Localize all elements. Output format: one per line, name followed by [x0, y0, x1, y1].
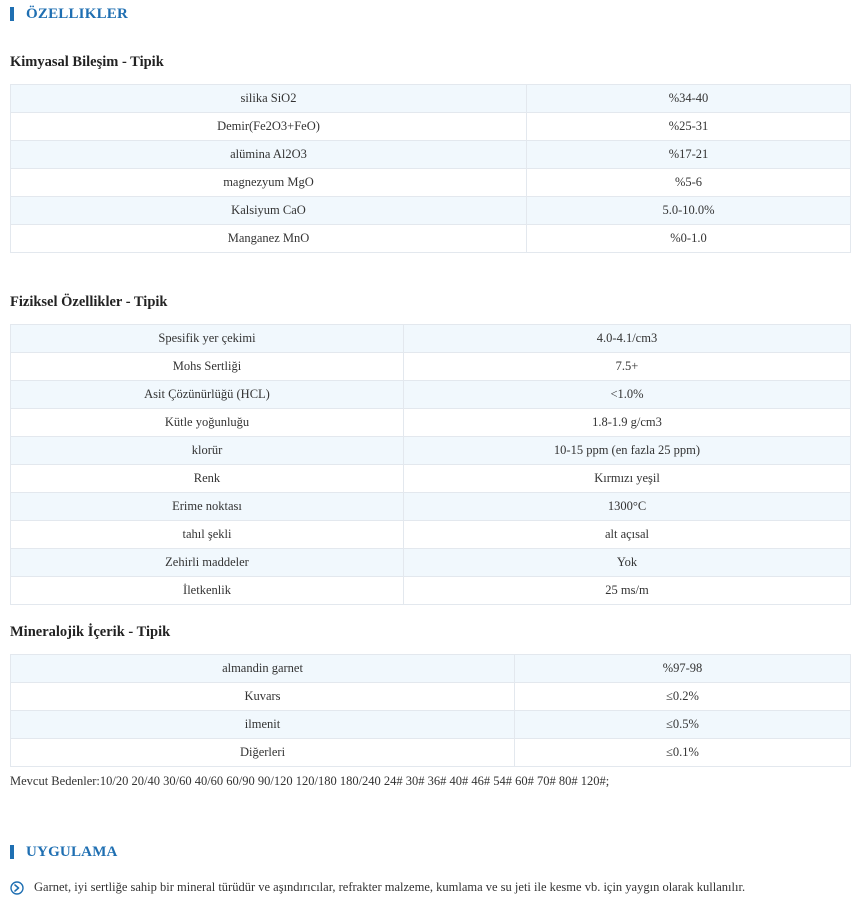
property-value: %97-98	[515, 655, 851, 683]
available-sizes: Mevcut Bedenler:10/20 20/40 30/60 40/60 60/90 90/120 120/180 180/240 24# 30# 36# 40# 46# 54# 60# 70# 80# 120#;	[10, 774, 610, 788]
mineral-heading: Mineralojik İçerik - Tipik	[10, 624, 171, 640]
property-name: Manganez MnO	[11, 225, 527, 253]
property-name: almandin garnet	[11, 655, 515, 683]
table-row	[11, 197, 851, 225]
section-title: ÖZELLIKLER	[26, 5, 129, 22]
property-name: Renk	[11, 465, 404, 493]
property-value: <1.0%	[404, 381, 851, 409]
property-name: Demir(Fe2O3+FeO)	[11, 113, 527, 141]
property-value: %25-31	[527, 113, 851, 141]
section-header-uygulama	[10, 842, 118, 862]
physical-heading: Fiziksel Özellikler - Tipik	[10, 294, 168, 310]
property-name: Kütle yoğunluğu	[11, 409, 404, 437]
property-value: 7.5+	[404, 353, 851, 381]
property-name: Mohs Sertliği	[11, 353, 404, 381]
table-row	[11, 655, 851, 683]
property-name: klorür	[11, 437, 404, 465]
property-name: tahıl şekli	[11, 521, 404, 549]
property-value: %17-21	[527, 141, 851, 169]
table-row	[11, 683, 851, 711]
property-name: ilmenit	[11, 711, 515, 739]
section-header-ozellikler	[10, 4, 128, 24]
mineral-table	[10, 654, 851, 767]
chemical-heading: Kimyasal Bileşim - Tipik	[10, 54, 164, 70]
table-row	[11, 521, 851, 549]
table-row	[11, 353, 851, 381]
arrow-circle-right-icon	[10, 881, 24, 895]
table-row	[11, 577, 851, 605]
chemical-table	[10, 84, 851, 253]
application-text: Garnet, iyi sertliğe sahip bir mineral türüdür ve aşındırıcılar, refrakter malzeme, kumlama ve su jeti ile kesme vb. için yaygın olarak kullanılır.	[34, 880, 746, 894]
table-row	[11, 549, 851, 577]
application-item	[10, 880, 745, 895]
table-row	[11, 141, 851, 169]
property-value: 4.0-4.1/cm3	[404, 325, 851, 353]
property-name: magnezyum MgO	[11, 169, 527, 197]
property-value: %0-1.0	[527, 225, 851, 253]
property-value: 5.0-10.0%	[527, 197, 851, 225]
table-row	[11, 493, 851, 521]
section-title: UYGULAMA	[26, 843, 118, 860]
table-row	[11, 169, 851, 197]
property-name: Kuvars	[11, 683, 515, 711]
table-row	[11, 225, 851, 253]
table-row	[11, 711, 851, 739]
property-name: Zehirli maddeler	[11, 549, 404, 577]
property-value: %5-6	[527, 169, 851, 197]
property-value: ≤0.2%	[515, 683, 851, 711]
table-row	[11, 465, 851, 493]
property-value: 10-15 ppm (en fazla 25 ppm)	[404, 437, 851, 465]
property-value: %34-40	[527, 85, 851, 113]
property-value: 25 ms/m	[404, 577, 851, 605]
property-value: alt açısal	[404, 521, 851, 549]
property-value: 1300°C	[404, 493, 851, 521]
property-value: ≤0.5%	[515, 711, 851, 739]
property-name: alümina Al2O3	[11, 141, 527, 169]
table-row	[11, 409, 851, 437]
property-name: İletkenlik	[11, 577, 404, 605]
table-row	[11, 739, 851, 767]
section-marker	[10, 845, 14, 859]
property-value: 1.8-1.9 g/cm3	[404, 409, 851, 437]
table-row	[11, 381, 851, 409]
section-marker	[10, 7, 14, 21]
property-name: silika SiO2	[11, 85, 527, 113]
physical-table	[10, 324, 851, 605]
property-name: Spesifik yer çekimi	[11, 325, 404, 353]
table-row	[11, 325, 851, 353]
table-row	[11, 437, 851, 465]
property-name: Diğerleri	[11, 739, 515, 767]
table-row	[11, 113, 851, 141]
property-value: Yok	[404, 549, 851, 577]
property-name: Erime noktası	[11, 493, 404, 521]
property-name: Asit Çözünürlüğü (HCL)	[11, 381, 404, 409]
property-value: ≤0.1%	[515, 739, 851, 767]
table-row	[11, 85, 851, 113]
property-name: Kalsiyum CaO	[11, 197, 527, 225]
property-value: Kırmızı yeşil	[404, 465, 851, 493]
